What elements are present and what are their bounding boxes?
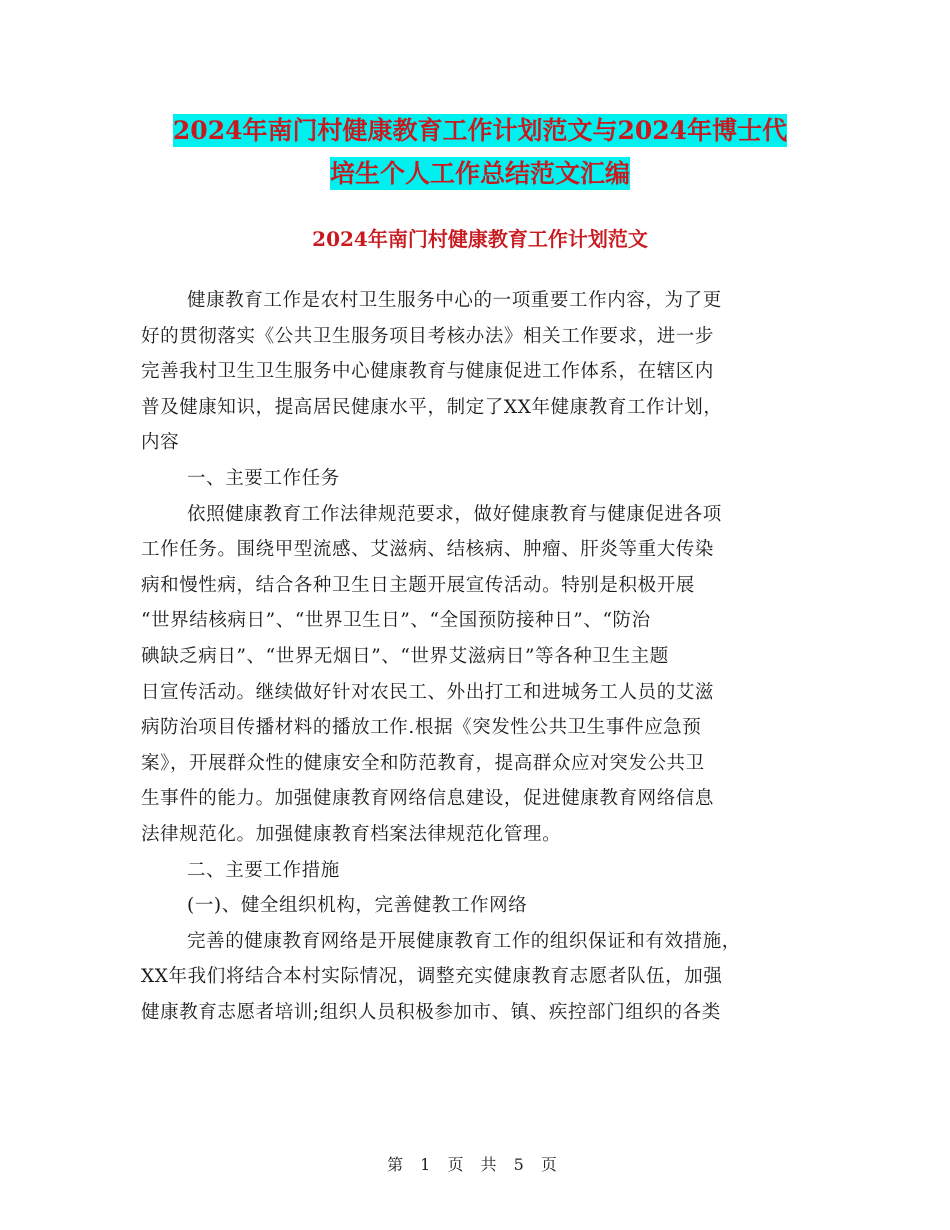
paragraph-line: 健康教育志愿者培训;组织人员积极参加市、镇、疾控部门组织的各类 — [141, 1001, 721, 1023]
paragraph-line: 好的贯彻落实《公共卫生服务项目考核办法》相关工作要求，进一步 — [141, 325, 715, 347]
paragraph-line: XX年我们将结合本村实际情况，调整充实健康教育志愿者队伍，加强 — [141, 966, 723, 988]
paragraph-line: 普及健康知识，提高居民健康水平，制定了XX年健康教育工作计划， — [141, 396, 723, 418]
paragraph-line: 碘缺乏病日”、“世界无烟日”、“世界艾滋病日”等各种卫生主题 — [141, 645, 669, 667]
paragraph-line: 内容 — [141, 432, 180, 454]
title-highlight: 2024年南门村健康教育工作计划范文与2024年博士代 — [172, 116, 788, 145]
section-heading: 一、主要工作任务 — [187, 467, 340, 489]
title-highlight: 培生个人工作总结范文汇编 — [329, 159, 630, 188]
paragraph-line: 生事件的能力。加强健康教育网络信息建设，促进健康教育网络信息 — [141, 788, 715, 810]
document-body — [141, 283, 809, 1030]
paragraph-line: 依照健康教育工作法律规范要求，做好健康教育与健康促进各项 — [187, 503, 722, 525]
paragraph-line: 日宣传活动。继续做好针对农民工、外出打工和进城务工人员的艾滋 — [141, 681, 715, 703]
paragraph-line: 法律规范化。加强健康教育档案法律规范化管理。 — [141, 823, 562, 845]
document-title-line-1 — [140, 110, 820, 152]
document-title-line-2 — [140, 153, 820, 195]
paragraph-line: 病和慢性病，结合各种卫生日主题开展宣传活动。特别是积极开展 — [141, 574, 695, 596]
subsection-heading: (一)、健全组织机构，完善健教工作网络 — [187, 895, 528, 917]
page-footer: 第 1 页 共 5 页 — [387, 1155, 563, 1174]
paragraph-line: “世界结核病日”、“世界卫生日”、“全国预防接种日”、“防治 — [141, 610, 651, 632]
paragraph-line: 病防治项目传播材料的播放工作.根据《突发性公共卫生事件应急预 — [141, 717, 702, 739]
section-heading: 二、主要工作措施 — [187, 859, 340, 881]
paragraph-line: 完善我村卫生卫生服务中心健康教育与健康促进工作体系，在辖区内 — [141, 361, 715, 383]
section-title: 2024年南门村健康教育工作计划范文 — [312, 227, 648, 251]
paragraph-line: 完善的健康教育网络是开展健康教育工作的组织保证和有效措施， — [187, 930, 741, 952]
paragraph-line: 健康教育工作是农村卫生服务中心的一项重要工作内容，为了更 — [187, 290, 722, 311]
paragraph-line: 工作任务。围绕甲型流感、艾滋病、结核病、肿瘤、肝炎等重大传染 — [141, 539, 715, 561]
paragraph-line: 案》，开展群众性的健康安全和防范教育，提高群众应对突发公共卫 — [141, 752, 705, 774]
